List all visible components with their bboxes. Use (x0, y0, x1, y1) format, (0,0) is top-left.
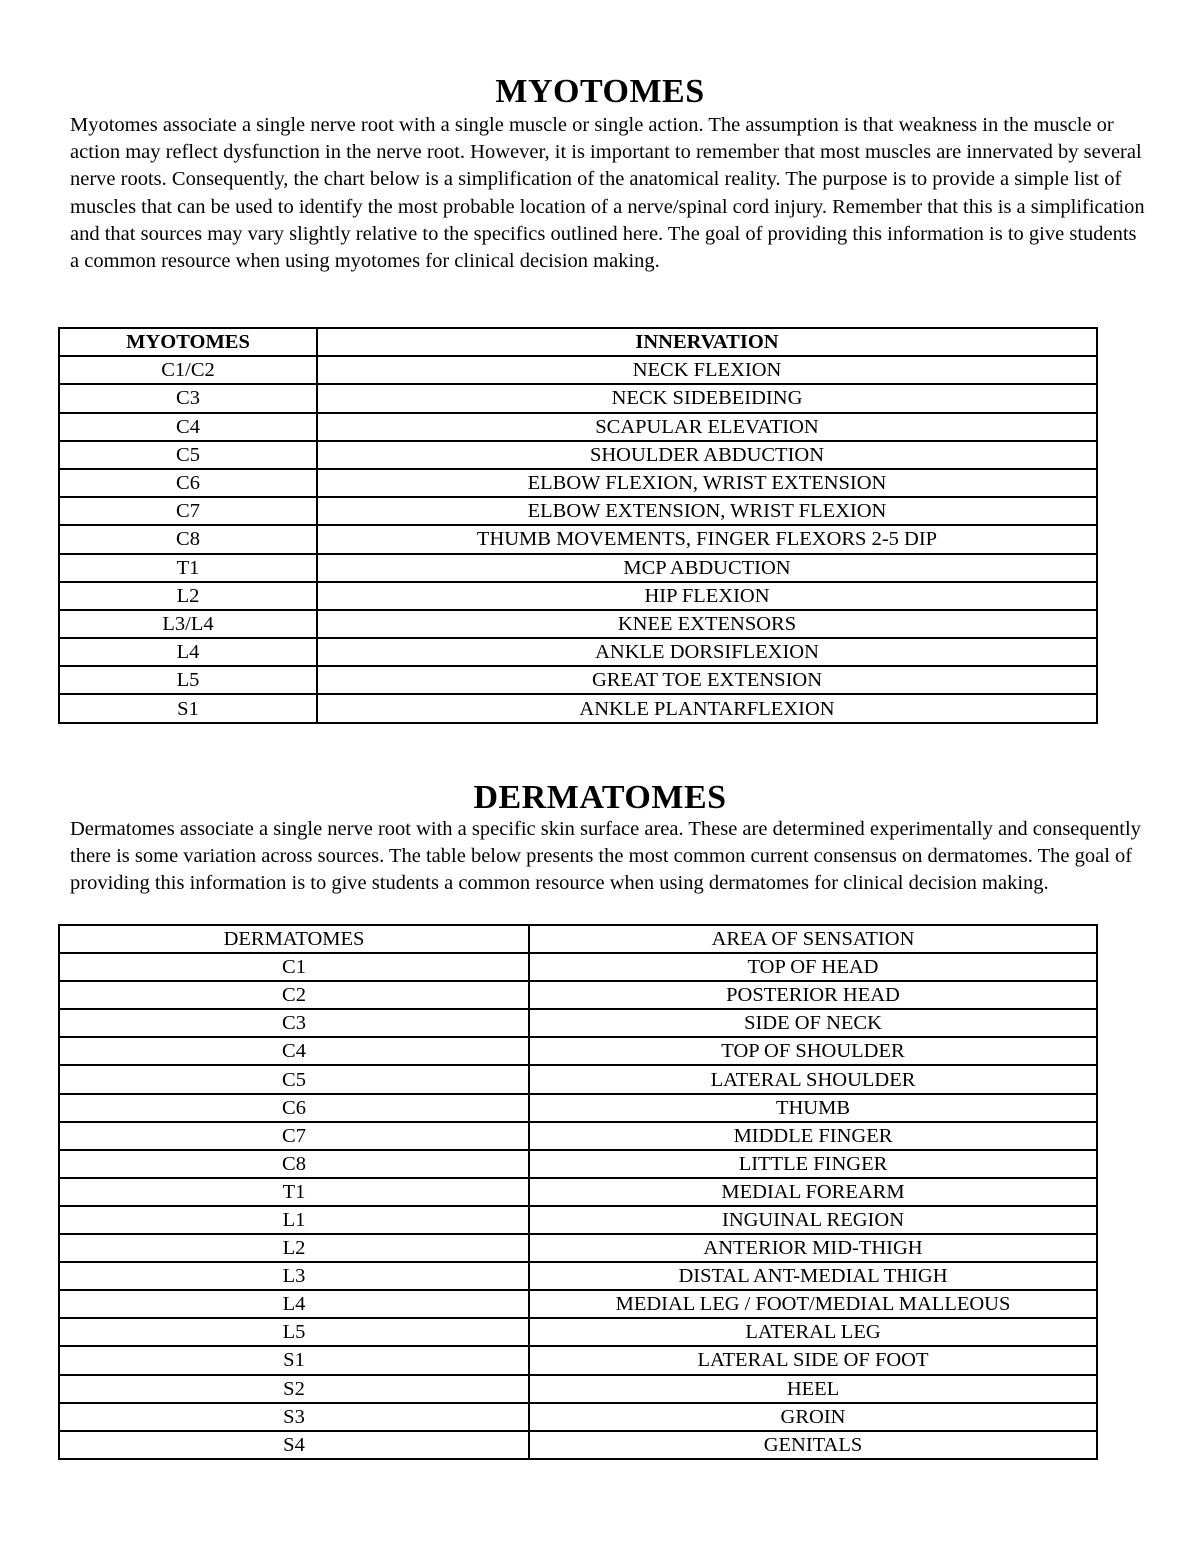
dermatome-area: SIDE OF NECK (529, 1009, 1097, 1037)
dermatome-area: ANTERIOR MID-THIGH (529, 1234, 1097, 1262)
table-row (59, 582, 1097, 610)
dermatome-area: TOP OF SHOULDER (529, 1037, 1097, 1065)
myotome-innervation: ELBOW FLEXION, WRIST EXTENSION (317, 469, 1097, 497)
dermatome-area: LATERAL SHOULDER (529, 1065, 1097, 1093)
myotome-innervation: NECK SIDEBEIDING (317, 384, 1097, 412)
myotome-innervation: KNEE EXTENSORS (317, 610, 1097, 638)
dermatome-root: S4 (59, 1431, 529, 1459)
dermatome-area: LITTLE FINGER (529, 1150, 1097, 1178)
dermatome-root: L4 (59, 1290, 529, 1318)
table-row (59, 497, 1097, 525)
dermatome-area: GENITALS (529, 1431, 1097, 1459)
myotome-root: C3 (59, 384, 317, 412)
myotomes-title: MYOTOMES (495, 73, 705, 110)
dermatomes-table (58, 924, 1098, 1460)
dermatomes-paragraph: Dermatomes associate a single nerve root with a specific skin surface area. These are determined experimentally and consequently there is some variation across sources. The table below presents the most common current consensus on dermatomes. The goal of providing this information is to give students a common resource when using dermatomes for clinical decision making. (70, 818, 1141, 895)
dermatome-area: MEDIAL LEG / FOOT/MEDIAL MALLEOUS (529, 1290, 1097, 1318)
myotome-innervation: MCP ABDUCTION (317, 554, 1097, 582)
myotomes-header-innervation: INNERVATION (317, 328, 1097, 356)
table-row (59, 525, 1097, 553)
myotome-innervation: HIP FLEXION (317, 582, 1097, 610)
table-row (59, 469, 1097, 497)
dermatomes-header-root: DERMATOMES (59, 925, 529, 953)
dermatome-root: C8 (59, 1150, 529, 1178)
dermatome-root: C1 (59, 953, 529, 981)
myotome-root: S1 (59, 694, 317, 722)
table-row (59, 1234, 1097, 1262)
dermatome-root: S3 (59, 1403, 529, 1431)
table-row (59, 413, 1097, 441)
table-row (59, 1037, 1097, 1065)
table-row (59, 1403, 1097, 1431)
table-row (59, 666, 1097, 694)
dermatomes-table-header (59, 925, 1097, 953)
table-row (59, 1346, 1097, 1374)
dermatome-root: C7 (59, 1122, 529, 1150)
dermatomes-header-area: AREA OF SENSATION (529, 925, 1097, 953)
myotome-root: C8 (59, 525, 317, 553)
dermatome-root: C4 (59, 1037, 529, 1065)
dermatome-root: T1 (59, 1178, 529, 1206)
table-row (59, 1262, 1097, 1290)
table-row (59, 1009, 1097, 1037)
dermatome-area: TOP OF HEAD (529, 953, 1097, 981)
table-row (59, 1122, 1097, 1150)
myotomes-table-header (59, 328, 1097, 356)
myotome-innervation: NECK FLEXION (317, 356, 1097, 384)
dermatome-area: MEDIAL FOREARM (529, 1178, 1097, 1206)
table-row (59, 1206, 1097, 1234)
dermatome-area: DISTAL ANT-MEDIAL THIGH (529, 1262, 1097, 1290)
myotomes-header-root: MYOTOMES (59, 328, 317, 356)
dermatome-root: S2 (59, 1375, 529, 1403)
dermatome-root: S1 (59, 1346, 529, 1374)
myotome-innervation: GREAT TOE EXTENSION (317, 666, 1097, 694)
myotome-innervation: THUMB MOVEMENTS, FINGER FLEXORS 2-5 DIP (317, 525, 1097, 553)
myotome-innervation: ELBOW EXTENSION, WRIST FLEXION (317, 497, 1097, 525)
table-row (59, 1065, 1097, 1093)
dermatome-root: L5 (59, 1318, 529, 1346)
dermatome-area: INGUINAL REGION (529, 1206, 1097, 1234)
table-row (59, 384, 1097, 412)
dermatome-area: POSTERIOR HEAD (529, 981, 1097, 1009)
myotomes-paragraph: Myotomes associate a single nerve root with a single muscle or single action. The assumption is that weakness in the muscle or action may reflect dysfunction in the nerve root. However, it is important to remember that most muscles are innervated by several nerve roots. Consequently, the chart below is a simplification of the anatomical reality. The purpose is to provide a simple list of muscles that can be used to identify the most probable location of a nerve/spinal cord injury. Remember that this is a simplification and that sources may vary slightly relative to the specifics outlined here. The goal of providing this information is to give students a common resource when using myotomes for clinical decision making. (70, 114, 1145, 273)
myotome-innervation: ANKLE PLANTARFLEXION (317, 694, 1097, 722)
myotomes-table (58, 327, 1098, 724)
dermatome-root: C3 (59, 1009, 529, 1037)
dermatome-root: L1 (59, 1206, 529, 1234)
dermatome-area: MIDDLE FINGER (529, 1122, 1097, 1150)
myotome-innervation: SHOULDER ABDUCTION (317, 441, 1097, 469)
table-row (59, 694, 1097, 722)
dermatome-root: C6 (59, 1094, 529, 1122)
table-row (59, 638, 1097, 666)
dermatome-root: C5 (59, 1065, 529, 1093)
table-row (59, 1178, 1097, 1206)
dermatome-area: LATERAL LEG (529, 1318, 1097, 1346)
dermatome-root: L3 (59, 1262, 529, 1290)
myotome-root: L3/L4 (59, 610, 317, 638)
myotome-root: C5 (59, 441, 317, 469)
myotome-root: C6 (59, 469, 317, 497)
table-row (59, 981, 1097, 1009)
table-row (59, 1290, 1097, 1318)
dermatome-area: HEEL (529, 1375, 1097, 1403)
dermatome-root: L2 (59, 1234, 529, 1262)
table-row (59, 1150, 1097, 1178)
myotome-root: L5 (59, 666, 317, 694)
myotome-root: C7 (59, 497, 317, 525)
table-row (59, 1375, 1097, 1403)
table-row (59, 1094, 1097, 1122)
table-row (59, 1318, 1097, 1346)
dermatome-root: C2 (59, 981, 529, 1009)
dermatome-area: THUMB (529, 1094, 1097, 1122)
dermatome-area: GROIN (529, 1403, 1097, 1431)
dermatomes-title: DERMATOMES (473, 779, 727, 816)
dermatome-area: LATERAL SIDE OF FOOT (529, 1346, 1097, 1374)
table-row (59, 610, 1097, 638)
table-row (59, 1431, 1097, 1459)
table-row (59, 441, 1097, 469)
table-row (59, 554, 1097, 582)
myotome-root: C4 (59, 413, 317, 441)
myotome-innervation: SCAPULAR ELEVATION (317, 413, 1097, 441)
myotome-innervation: ANKLE DORSIFLEXION (317, 638, 1097, 666)
myotome-root: L4 (59, 638, 317, 666)
myotome-root: C1/C2 (59, 356, 317, 384)
table-row (59, 356, 1097, 384)
myotome-root: L2 (59, 582, 317, 610)
table-row (59, 953, 1097, 981)
myotome-root: T1 (59, 554, 317, 582)
